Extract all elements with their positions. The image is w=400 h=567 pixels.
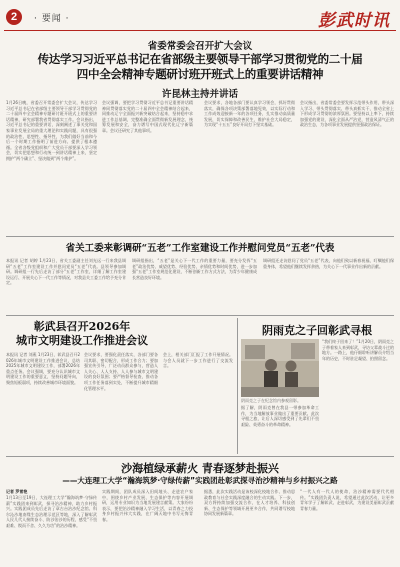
feature-headline: 阴雨克之子回彰武寻根 — [262, 324, 372, 337]
divider-vertical — [237, 318, 238, 454]
lead-headline-line-2: 四中全会精神专题研讨班开班式上的重要讲话精神 — [76, 67, 324, 81]
story2-column-1: 本报讯 记者 胡婷 1月23日，省关工委副主任刘光远一行来我县调研“五老”工作室建设工作并慰问党员“五老”代表。县领导参加调研。调研组一行先后走访了部分“五老”工作室，详细了解工作室建设运行、开展关心下一代工作等情况，对我县关工委工作给予充分肯定。 — [6, 258, 126, 286]
lead-column-1: 1月26日晚，省委召开常委会扩大会议，传达学习习近平总书记在省部级主要领导干部学习贯彻党的二十届四中全会精神专题研讨班开班式上的重要讲话精神，研究部署我省贯彻落实工作。会议指出，习近平总书记的重要讲话，深刻阐述了事关党和国家事业发展全局的重大理论和实践问题，具有很强的政治性、思想性、指导性，为我们做好当前和今后一个时期工作指明了前进方向、提供了根本遵循。全省各级党组织和广大党员干部要深入学习领会，切实把思想和行动统一到讲话精神上来，坚定拥护“两个确立”、坚决做到“两个维护”。 — [6, 100, 97, 161]
divider — [6, 315, 394, 316]
story3-headline-line-1: 彰武县召开2026年 — [33, 320, 131, 333]
story3-headline-line-2: 城市文明建设工作推进会议 — [16, 334, 148, 347]
section-name: · 要闻 · — [34, 14, 70, 24]
story4-column-2: 实践期间，团队成员深入田间地头、走进农户家中，围绕乡村产业发展、生态保护等内容开展调研，运用专业知识为当地发展建言献策。大家纷纷表示，要把治沙精神融入学习生活，以青春之力投身乡村振兴伟大实践，在广阔天地中书写无悔青春。 — [102, 489, 193, 522]
lead-headline-line-1: 传达学习习近平总书记在省部级主要领导干部学习贯彻党的二十届 — [37, 52, 363, 66]
story4-byline: 记者 罗雪艳 — [6, 489, 28, 494]
story4-column-1: 1月13日至19日，大连理工大学“瀚海筑梦·守绿传薪”实践团来到彰武，探寻治沙精神，助力乡村振兴。实践团成员先后走访了章古台治沙纪念馆、科尔沁沙地南缘生态治理示范区等地，深入了解彰武人民几代人接续奋斗、防沙治沙的历程，感受“不畏艰难、锲而不舍、久久为功”的治沙精神。 — [6, 495, 97, 528]
feature-photo — [241, 339, 319, 397]
lead-headline — [0, 52, 400, 82]
lead-column-4: 会议指出，省委常委会要发挥示范带头作用，带头深入学习、带头贯彻落实、带头真抓实干，推动全省上下形成学习贯彻的浓厚氛围。要坚持以上率下，持续加强党的建设，深化全面从严治党，营造风清气正的政治生态，为各项事业发展提供坚强政治保证。 — [300, 100, 394, 128]
story3-headline — [6, 320, 158, 348]
story2-column-3: 调研组还走访慰问了党员“五老”代表，向他们致以新春祝福，叮嘱他们保重身体，希望他们继续发挥余热，为关心下一代事业作出新的贡献。 — [263, 258, 394, 269]
story4-column-4: “一代人有一代人的使命，治沙精神需要代代相传。”实践团负责人说，希望通过此次活动，让更多青年学子了解彰武、走进彰武，为建设美丽彰武贡献青春力量。 — [300, 489, 394, 511]
story4-column-3: 据悉，此次实践活动是该校深化校地合作、推动思政教育与社会实践深度融合的生动实践。下一步，双方将持续加强交流合作，在人才培养、科技创新、生态保护等领域开展更多合作，共同谱写校地协同发展新篇章。 — [204, 489, 295, 517]
feature-photo-caption: 阴雨克之子在纪念馆内参观留影。 — [241, 398, 301, 403]
feature-column-2: 据了解，阴雨克曾在我县一带参加革命工作，为当地解放事业做出了重要贡献。此次寻根之旅，让后人深切感受到了先辈们不畏艰险、英勇奋斗的革命精神。 — [241, 405, 319, 427]
page-number: 2 — [6, 9, 22, 25]
story4-subhead: ——大连理工大学“瀚海筑梦·守绿传薪”实践团赴彰武探寻治沙精神与乡村振兴之路 — [62, 476, 338, 485]
lead-column-2: 会议强调，要把学习贯彻习近平总书记重要讲话精神同贯彻落实党的二十届四中全会精神结合起来，同推动辽宁全面振兴新突破结合起来，坚持稳中求进工作总基调，完整准确全面贯彻新发展理念，统筹发展和安全，奋力谱写中国式现代化辽宁新篇章。会议还研究了其他事项。 — [102, 100, 193, 133]
lead-kicker: 省委常委会召开扩大会议 — [147, 41, 253, 52]
story2-headline: 省关工委来彰调研“五老”工作室建设工作并慰问党员“五老”代表 — [65, 243, 335, 254]
paper-name-logo: 彭武时讯 — [318, 11, 390, 31]
masthead — [4, 6, 396, 31]
story3-column-2: 会议要求，要强化责任落实，各部门要各司其职、密切配合，形成工作合力；要加强宣传引导，广泛动员群众参与，营造人人关心、人人支持、人人参与城市文明建设的良好氛围；要严格督导检查，推动各项工作任务落到实处，不断提升城市精细化管理水平。 — [84, 352, 158, 391]
story2-column-2: 调研组指出，“五老”是关心下一代工作的重要力量，要充分发挥“五老”政治优势、威望优势、经验优势、亲情优势和时间优势，进一步加强“五老”工作室规范化建设，不断创新工作方式方法，为青少年健康成长营造良好环境。 — [132, 258, 257, 280]
divider — [6, 456, 394, 457]
story3-column-3: 会上，相关部门汇报了工作开展情况。与会人员就下一步工作进行了交流发言。 — [163, 352, 233, 369]
story3-column-1: 本报讯 记者 刘燕 1月23日，彰武县召开2026年城市文明建设工作推进会议，总结2025年城市文明建设工作，部署2026年重点任务。会议强调，要充分认识城市文明建设工作的重要意义，坚持问题导向，聚焦短板弱项，持续改善城市环境面貌。 — [6, 352, 80, 385]
feature-column-1: “我们终于回来了！”1月20日，阴雨克之子带着家人来到彰武，寻访父辈战斗过的地方。一路上，他仔细聆听讲解员介绍当年的历史，不时驻足凝望、拍照留念。 — [322, 339, 394, 361]
lead-byline: 许昆林主持并讲话 — [161, 89, 238, 100]
lead-column-3: 会议要求，各地各部门要认真学习领会，抓好贯彻落实，确保各项决策部署落地见效，以实际行动和工作成效迎接新一年的各项任务，扎实推动高质量发展，切实保障和改善民生，维护社会大局稳定，为实现“十五五”良好开局打下坚实基础。 — [204, 100, 295, 128]
divider — [6, 236, 394, 237]
story4-headline: 沙海植绿承薪火 青春逐梦赴振兴 — [121, 462, 279, 475]
